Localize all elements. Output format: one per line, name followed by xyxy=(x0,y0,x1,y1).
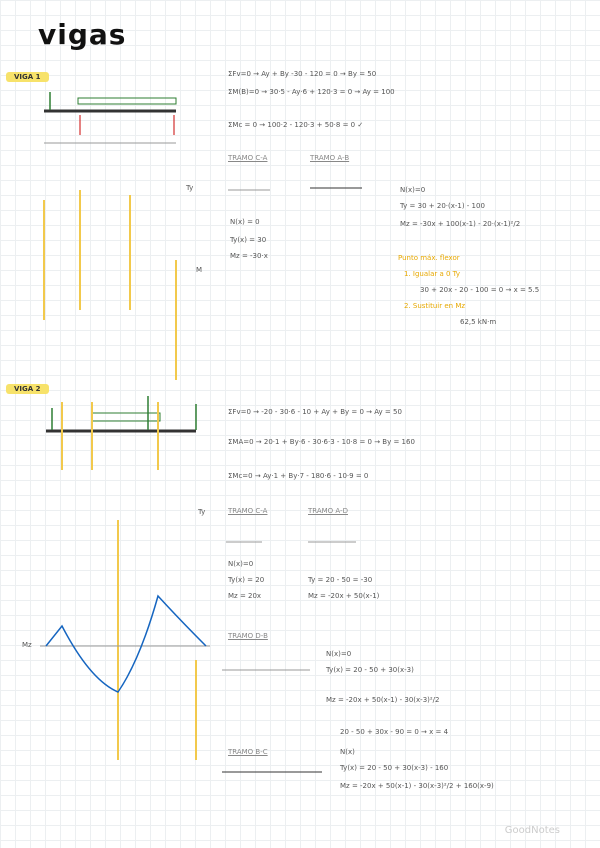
viga2-tramo-db: TRAMO D-B xyxy=(228,632,268,640)
viga2-mz-label: Mz xyxy=(22,641,32,649)
viga2-m-ad: Mz = -20x + 50(x-1) xyxy=(308,592,380,600)
viga1-n-ca: N(x) = 0 xyxy=(230,218,260,226)
viga1-punto-max-res: 62,5 kN·m xyxy=(460,318,497,326)
viga1-eq3: ΣMc = 0 → 100·2 - 120·3 + 50·8 = 0 ✓ xyxy=(228,121,364,129)
goodnotes-watermark: GoodNotes xyxy=(504,825,560,836)
viga2-mz-curve xyxy=(46,596,206,692)
viga2-n-ca: N(x)=0 xyxy=(228,560,254,568)
viga1-punto-max-title: Punto máx. flexor xyxy=(398,254,460,262)
viga2-tramo-ca: TRAMO C-A xyxy=(228,507,268,515)
viga2-eq2: ΣMA=0 → 20·1 + By·6 - 30·6·3 - 10·8 = 0 → By = 160 xyxy=(228,438,415,446)
viga2-m-ca: Mz = 20x xyxy=(228,592,262,600)
viga1-distributed-load xyxy=(78,98,176,104)
viga1-tramo-ab: TRAMO A-B xyxy=(310,154,350,162)
viga2-distributed-load xyxy=(92,413,160,421)
viga2-ty-label: Ty xyxy=(198,508,206,516)
viga1-eq2: ΣM(B)=0 → 30·5 - Ay·6 + 120·3 = 0 → Ay = 100 xyxy=(228,88,395,96)
viga1-m-ca: Mz = -30·x xyxy=(230,252,268,260)
page-title: vigas xyxy=(38,18,127,51)
viga1-eq1: ΣFv=0 → Ay + By -30 - 120 = 0 → By = 50 xyxy=(228,70,377,78)
viga1-ty-label: Ty xyxy=(186,184,194,192)
viga2-eq3: ΣMc=0 → Ay·1 + By·7 - 180·6 - 10·9 = 0 xyxy=(228,472,369,480)
viga2-label: VIGA 2 xyxy=(6,384,49,394)
viga2-n-db: N(x)=0 xyxy=(326,650,352,658)
viga2-n-bc: N(x) xyxy=(340,748,355,756)
viga1-m-ab: Mz = -30x + 100(x-1) - 20·(x-1)²/2 xyxy=(400,220,521,228)
viga1-label: VIGA 1 xyxy=(6,72,49,82)
viga1-punto-max-eq: 30 + 20x - 20 - 100 = 0 → x = 5.5 xyxy=(420,286,540,294)
viga1-mz-label: M xyxy=(196,266,203,274)
viga2-extra-db: 20 - 50 + 30x - 90 = 0 → x = 4 xyxy=(340,728,449,736)
viga1-tramo-ca: TRAMO C-A xyxy=(228,154,268,162)
viga2-tramo-ad: TRAMO A-D xyxy=(308,507,348,515)
viga1-punto-max-2: 2. Sustituir en Mz xyxy=(404,302,466,310)
viga2-ty-db: Ty(x) = 20 - 50 + 30(x-3) xyxy=(326,666,414,674)
viga2-m-bc: Mz = -20x + 50(x-1) - 30(x-3)²/2 + 160(x-9) xyxy=(340,782,494,790)
viga1-punto-max-1: 1. Igualar a 0 Ty xyxy=(404,270,460,278)
viga2-eq1: ΣFv=0 → -20 - 30·6 - 10 + Ay + By = 0 → Ay = 50 xyxy=(228,408,402,416)
viga2-m-db: Mz = -20x + 50(x-1) - 30(x-3)²/2 xyxy=(326,696,440,704)
viga2-ty-ad: Ty = 20 - 50 = -30 xyxy=(308,576,373,584)
viga2-ty-bc: Ty(x) = 20 - 50 + 30(x-3) - 160 xyxy=(340,764,449,772)
viga1-ty-ab: Ty = 30 + 20·(x-1) - 100 xyxy=(400,202,485,210)
viga2-tramo-bc: TRAMO B-C xyxy=(228,748,268,756)
viga1-n-ab: N(x)=0 xyxy=(400,186,426,194)
viga1-ty-ca: Ty(x) = 30 xyxy=(230,236,267,244)
viga2-ty-ca: Ty(x) = 20 xyxy=(228,576,265,584)
